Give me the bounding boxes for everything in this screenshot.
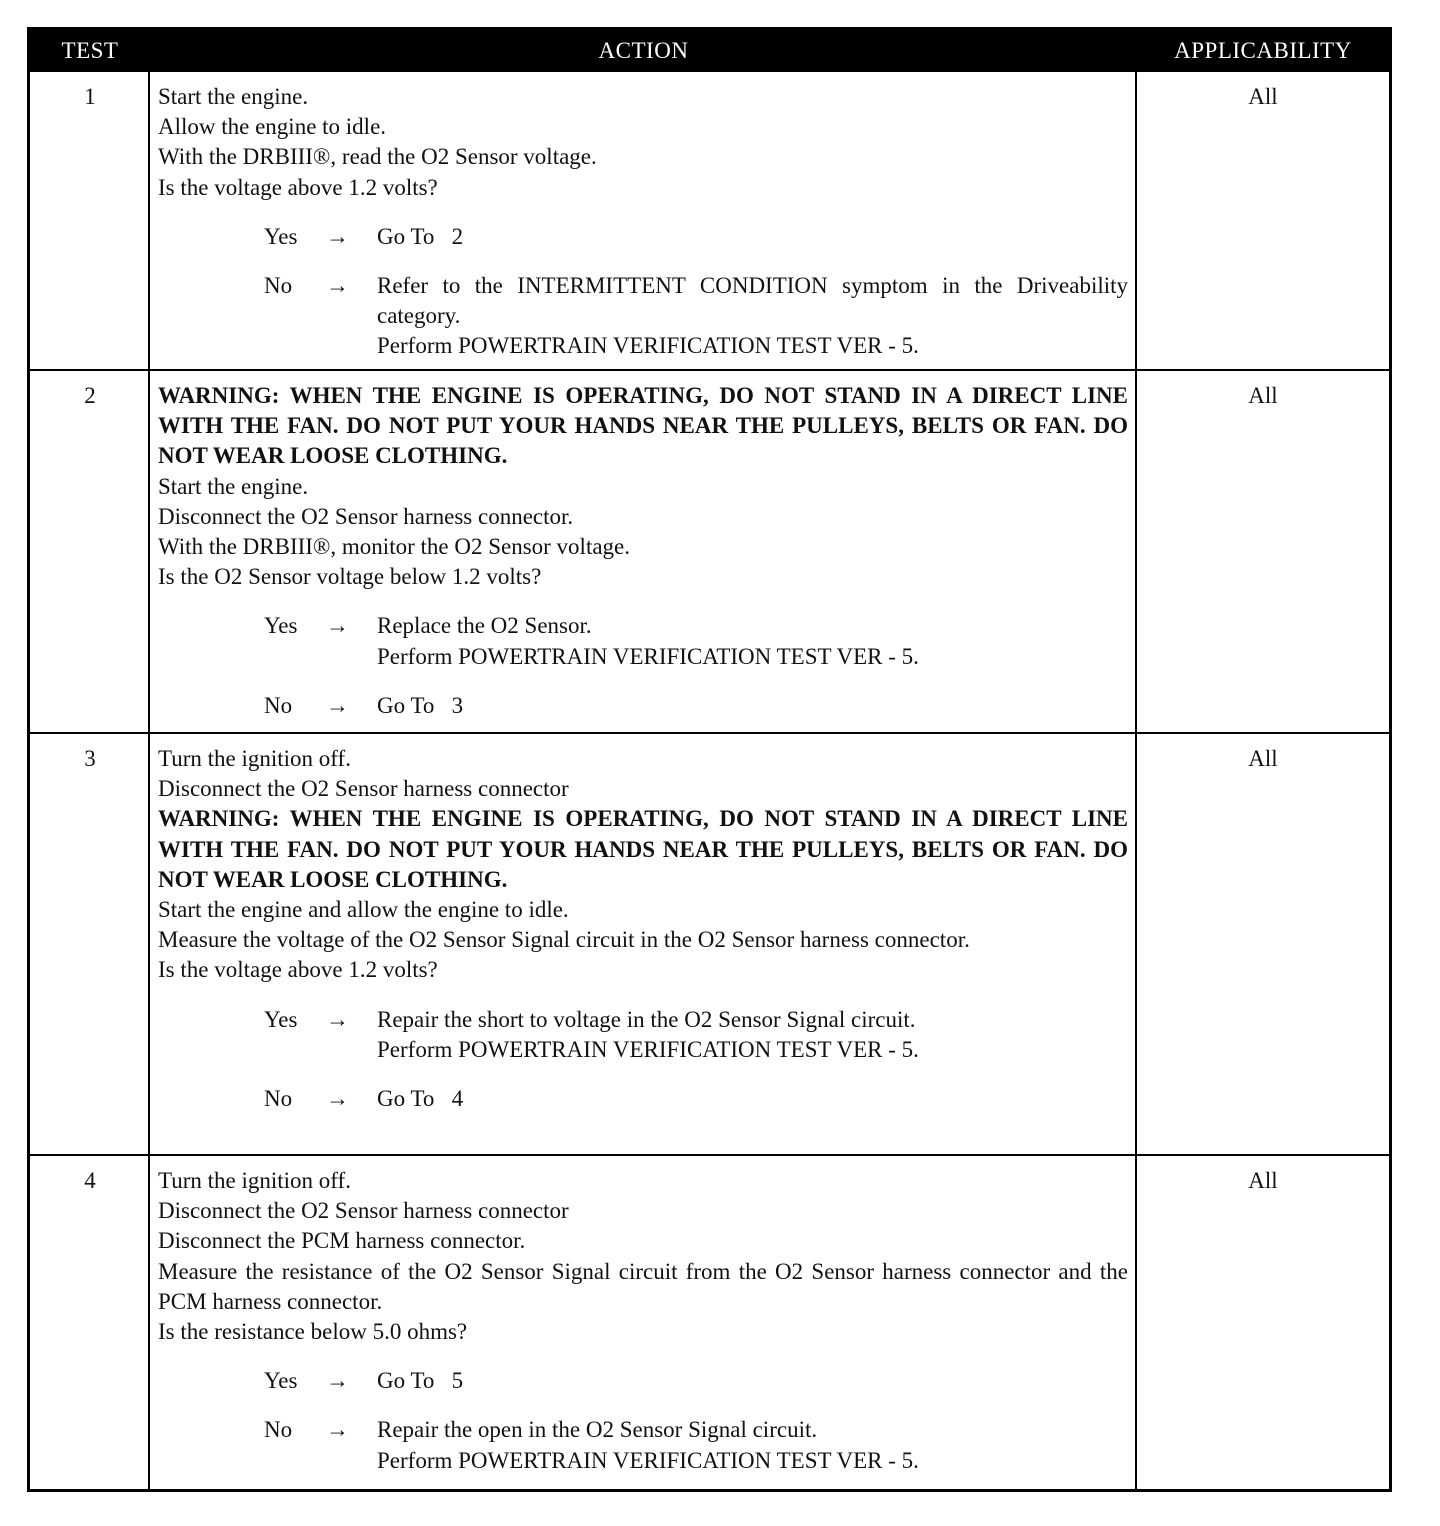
yes-result: [377, 611, 1128, 671]
result-line: Perform POWERTRAIN VERIFICATION TEST VER - 5.: [377, 1036, 919, 1062]
action-line: With the DRBIII®, monitor the O2 Sensor voltage.: [158, 534, 631, 560]
header-test: TEST: [61, 38, 119, 63]
warning-text: WARNING: WHEN THE ENGINE IS OPERATING, DO NOT STAND IN A DIRECT LINE WITH THE FAN. DO NOT PUT YOUR HANDS NEAR THE PULLEYS, BELTS OR FAN. DO NOT WEAR LOOSE CLOTHING.: [158, 806, 1128, 892]
test-row-2: [30, 371, 1389, 732]
result-line: Repair the open in the O2 Sensor Signal circuit.: [377, 1417, 818, 1443]
arrow-right-icon: →: [326, 1086, 349, 1112]
yes-option: [158, 222, 1128, 252]
action-cell: [158, 1166, 1128, 1476]
applicability-value: All: [1248, 1168, 1278, 1193]
test-row-3: [30, 734, 1389, 1154]
yes-option: [158, 1366, 1128, 1396]
result-line: Go To 4: [377, 1086, 464, 1112]
test-row-4: [30, 1156, 1389, 1489]
no-option: [158, 1415, 1128, 1475]
no-label: No: [264, 273, 293, 299]
yes-result: [377, 1366, 1128, 1396]
result-line: Go To 5: [377, 1368, 464, 1394]
action-line: Is the resistance below 5.0 ohms?: [158, 1319, 468, 1345]
action-line: Measure the resistance of the O2 Sensor Signal circuit from the O2 Sensor harness connector and the PCM harness connector.: [158, 1258, 1128, 1314]
yes-label: Yes: [264, 1006, 298, 1032]
no-label: No: [264, 1086, 293, 1112]
arrow-right-icon: →: [326, 1417, 349, 1443]
arrow-right-icon: →: [326, 692, 349, 718]
result-line: Refer to the INTERMITTENT CONDITION symptom in the Driveability category.: [377, 273, 1128, 329]
arrow-right-icon: →: [326, 1368, 349, 1394]
action-line: Start the engine.: [158, 84, 309, 109]
result-line: Perform POWERTRAIN VERIFICATION TEST VER - 5.: [377, 333, 919, 359]
action-cell: [158, 82, 1128, 362]
no-result: [377, 691, 1128, 721]
action-line: Disconnect the O2 Sensor harness connector: [158, 1198, 569, 1224]
no-option: [158, 691, 1128, 721]
table-header: [30, 30, 1389, 72]
yes-label: Yes: [264, 613, 298, 639]
yes-option: [158, 611, 1128, 671]
arrow-right-icon: →: [326, 1006, 349, 1032]
no-label: No: [264, 692, 293, 718]
warning-text: WARNING: WHEN THE ENGINE IS OPERATING, DO NOT STAND IN A DIRECT LINE WITH THE FAN. DO NOT PUT YOUR HANDS NEAR THE PULLEYS, BELTS OR FAN. DO NOT WEAR LOOSE CLOTHING.: [158, 383, 1128, 469]
action-cell: [158, 381, 1128, 721]
yes-label: Yes: [264, 223, 298, 249]
result-line: Go To 2: [377, 223, 464, 249]
no-result: [377, 1415, 1128, 1475]
yes-option: [158, 1005, 1128, 1065]
arrow-right-icon: →: [326, 273, 349, 299]
action-cell: [158, 744, 1128, 1114]
action-line: Disconnect the O2 Sensor harness connector.: [158, 503, 574, 529]
no-option: [158, 1084, 1128, 1114]
action-line: Is the voltage above 1.2 volts?: [158, 957, 438, 983]
no-option: [158, 271, 1128, 362]
yes-label: Yes: [264, 1368, 298, 1394]
action-line: Start the engine.: [158, 473, 309, 499]
action-line: Turn the ignition off.: [158, 1168, 351, 1193]
test-number: 1: [84, 84, 96, 109]
test-number: 4: [84, 1168, 96, 1193]
action-line: Measure the voltage of the O2 Sensor Signal circuit in the O2 Sensor harness connector.: [158, 927, 970, 953]
test-row-1: [30, 72, 1389, 369]
applicability-value: All: [1248, 383, 1278, 408]
result-line: Replace the O2 Sensor.: [377, 613, 592, 639]
result-line: Perform POWERTRAIN VERIFICATION TEST VER - 5.: [377, 1447, 919, 1473]
result-line: Repair the short to voltage in the O2 Sensor Signal circuit.: [377, 1006, 916, 1032]
arrow-right-icon: →: [326, 223, 349, 249]
action-line: Start the engine and allow the engine to idle.: [158, 897, 569, 923]
test-number: 3: [84, 746, 96, 771]
yes-result: [377, 1005, 1128, 1065]
test-number: 2: [84, 383, 96, 408]
result-line: Perform POWERTRAIN VERIFICATION TEST VER - 5.: [377, 643, 919, 669]
yes-result: [377, 222, 1128, 252]
action-line: Disconnect the O2 Sensor harness connector: [158, 776, 569, 802]
result-line: Go To 3: [377, 692, 464, 718]
action-line: Disconnect the PCM harness connector.: [158, 1228, 526, 1254]
action-line: Allow the engine to idle.: [158, 114, 387, 140]
action-line: Is the O2 Sensor voltage below 1.2 volts?: [158, 564, 542, 590]
no-result: [377, 1084, 1128, 1114]
applicability-value: All: [1248, 746, 1278, 771]
applicability-value: All: [1248, 84, 1278, 109]
no-result: [377, 271, 1128, 362]
diagnostic-test-table: [27, 27, 1392, 1492]
action-line: Is the voltage above 1.2 volts?: [158, 174, 438, 200]
header-applicability: APPLICABILITY: [1174, 38, 1352, 63]
action-line: With the DRBIII®, read the O2 Sensor voltage.: [158, 144, 597, 170]
arrow-right-icon: →: [326, 613, 349, 639]
no-label: No: [264, 1417, 293, 1443]
action-line: Turn the ignition off.: [158, 746, 351, 771]
header-action: ACTION: [598, 38, 689, 63]
